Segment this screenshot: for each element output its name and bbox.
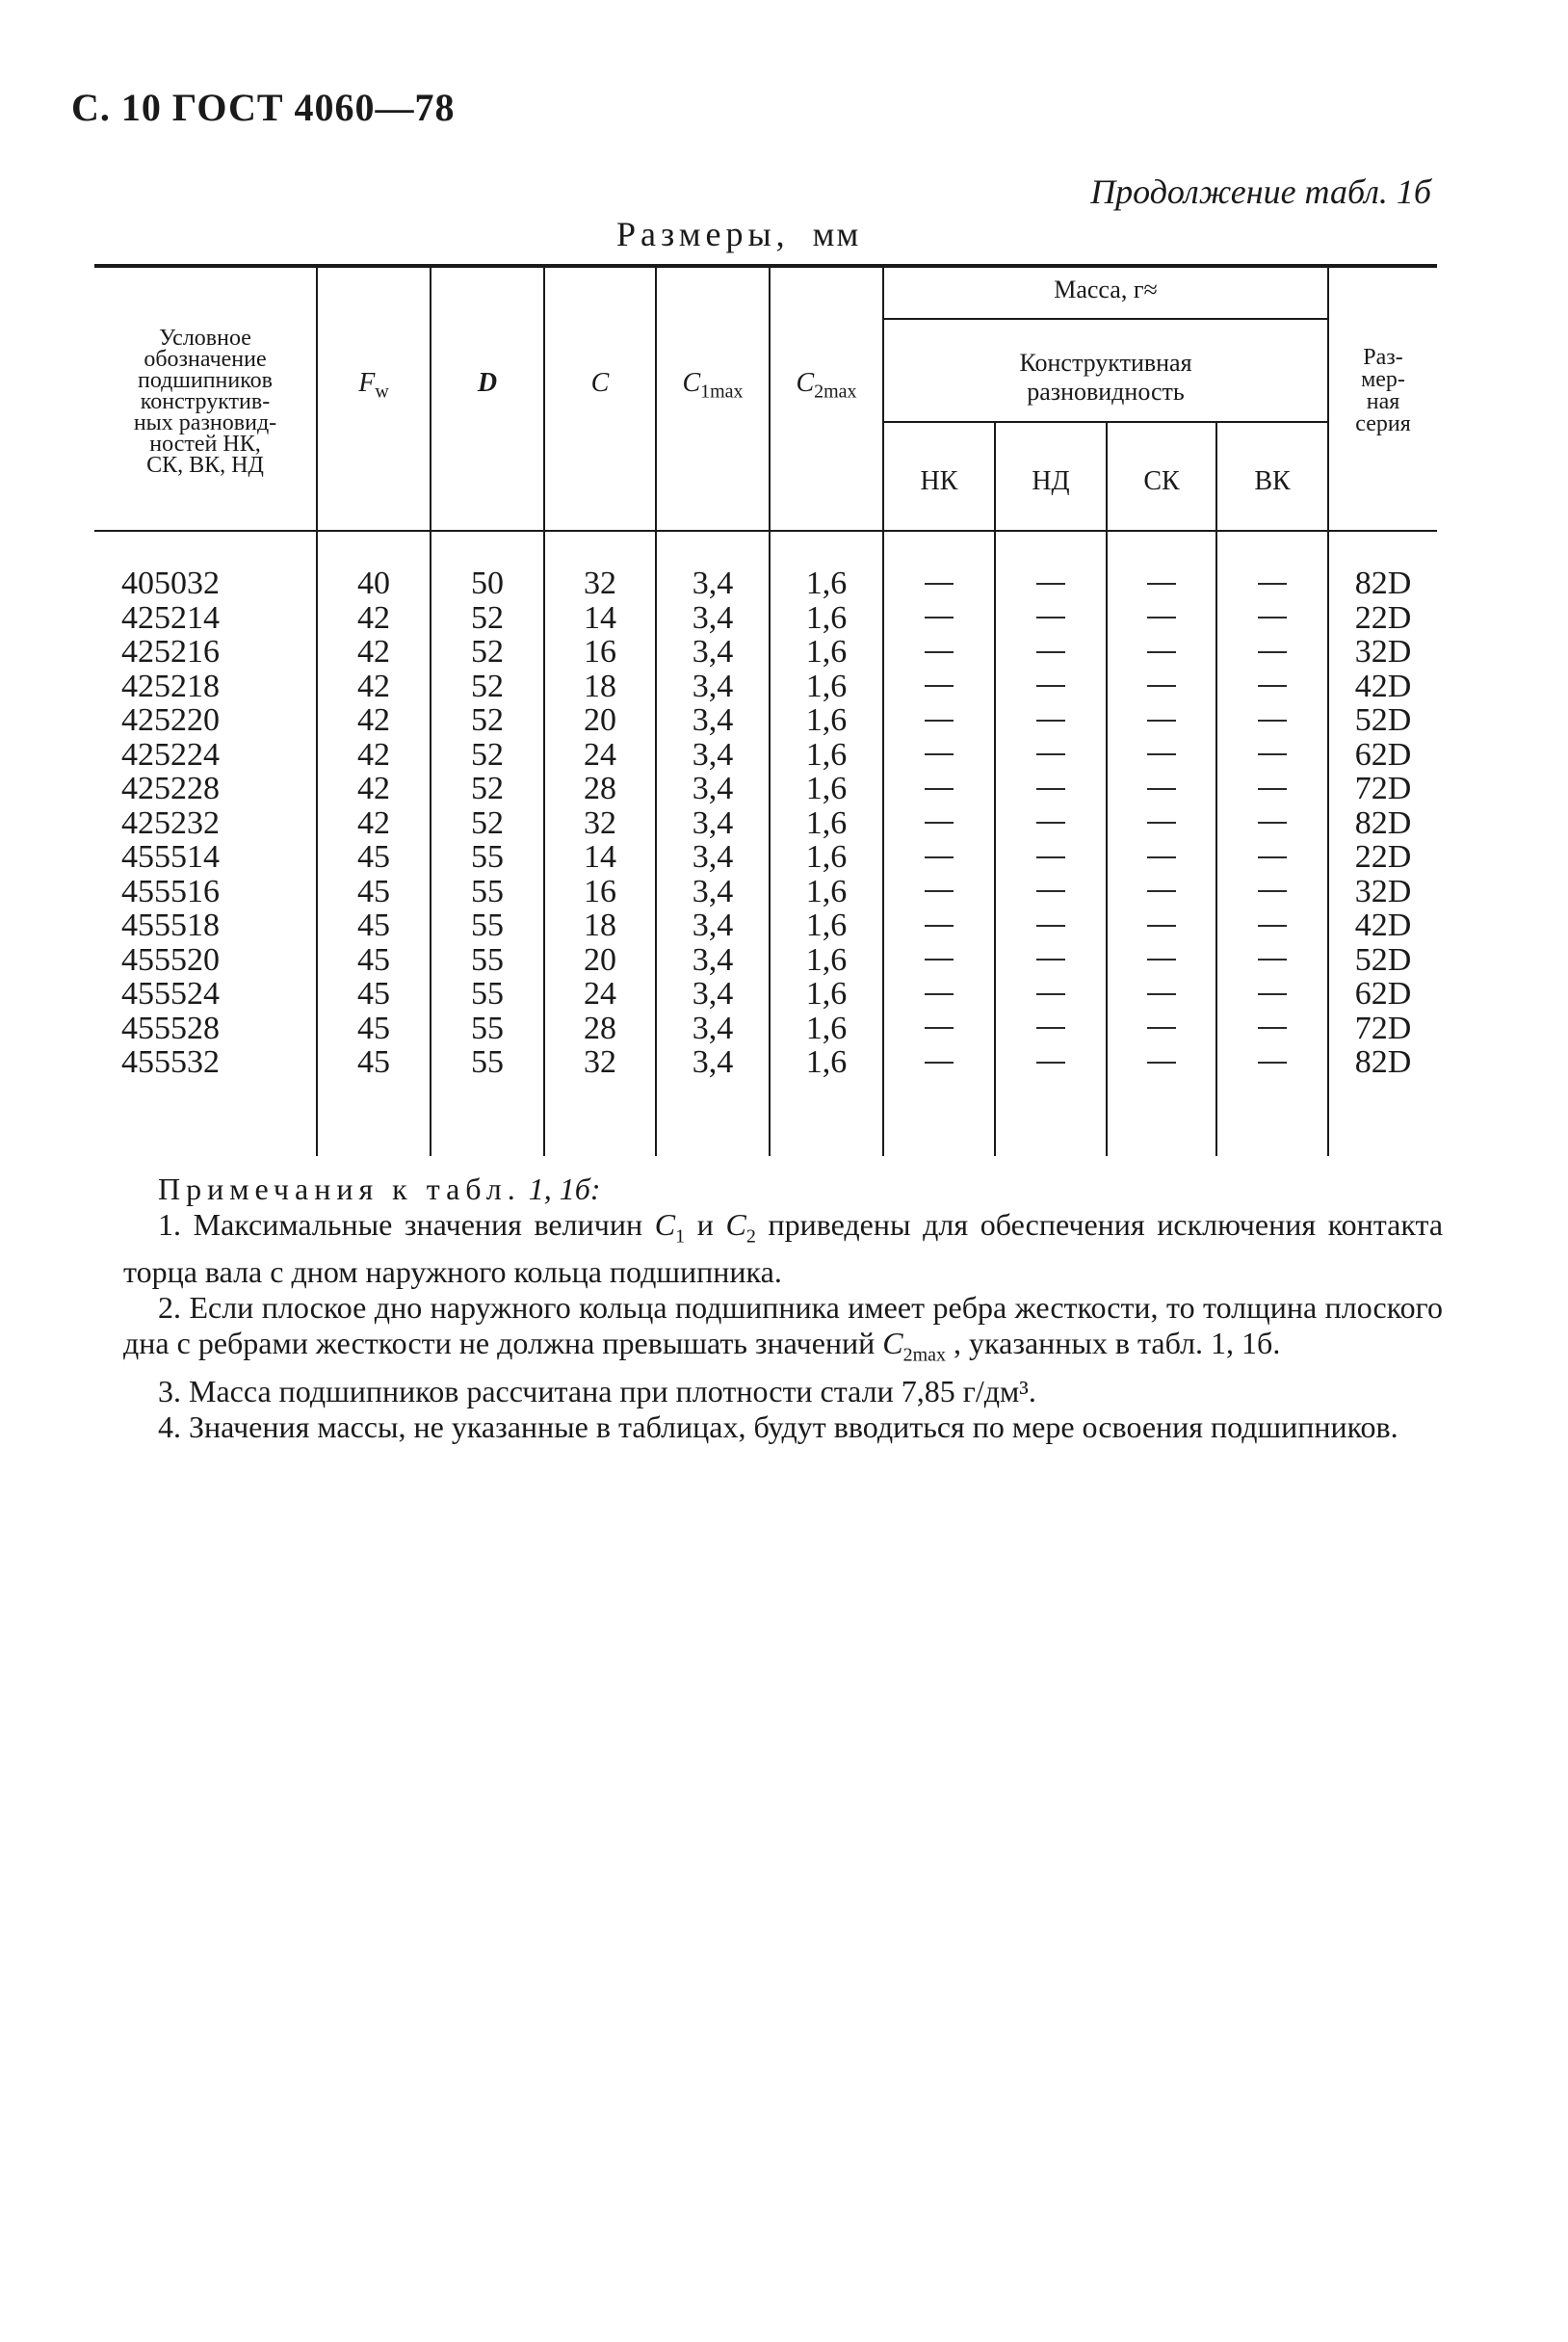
- cell-fw: 45: [357, 1044, 390, 1080]
- dash-mark: [925, 720, 954, 722]
- header-nd: НД: [1032, 466, 1070, 496]
- cell-c1: 3,4: [692, 1010, 734, 1046]
- cell-nk: [884, 908, 994, 943]
- cell-c: 28: [584, 771, 616, 806]
- cell-d: 52: [471, 599, 504, 636]
- cell-code: 455528: [121, 1010, 220, 1046]
- cell-nk: [884, 670, 994, 704]
- dash-mark: [1258, 1062, 1287, 1064]
- units-caption: [616, 214, 860, 254]
- cell-fw: 45: [357, 873, 390, 909]
- header-designation: Условное обозначение подшипников конструктив- ных разновид- ностей НК, СК, ВК, НД: [133, 326, 277, 478]
- cell-code: 455520: [121, 941, 220, 978]
- cell-nk: [884, 1045, 994, 1080]
- header-fw-sub: w: [375, 381, 389, 403]
- cell-c: 32: [584, 804, 616, 841]
- cell-c1: 3,4: [692, 566, 734, 601]
- dash-mark: [1258, 651, 1287, 653]
- cell-nk: [884, 806, 994, 841]
- cell-nd: [996, 670, 1106, 704]
- note-1-text-b: приведены для обеспечения исключения контакта торца вала с дном наружного кольца подшипника.: [123, 1207, 1444, 1290]
- units-label: Размеры,: [616, 215, 790, 253]
- cell-vk: [1217, 566, 1327, 601]
- cell-d: 55: [471, 1010, 504, 1046]
- cell-d: 52: [471, 702, 504, 738]
- dash-mark: [1258, 720, 1287, 722]
- cell-fw: 42: [357, 804, 390, 841]
- cell-c1: 3,4: [692, 839, 734, 875]
- cell-code: 425228: [121, 771, 220, 806]
- cell-fw: 42: [357, 736, 390, 773]
- cell-code: 425220: [121, 702, 220, 738]
- header-d: D: [477, 368, 498, 398]
- cell-series: 22D: [1354, 599, 1412, 636]
- cell-d: 52: [471, 771, 504, 806]
- dash-mark: [1036, 959, 1065, 960]
- cell-nd: [996, 772, 1106, 806]
- dash-mark: [925, 856, 954, 858]
- cell-nd: [996, 943, 1106, 978]
- cell-nd: [996, 840, 1106, 875]
- mass-group-rule: [882, 318, 1327, 320]
- dash-mark: [1036, 856, 1065, 858]
- cell-series: 52D: [1354, 702, 1412, 738]
- cell-vk: [1217, 772, 1327, 806]
- cell-c1: 3,4: [692, 736, 734, 773]
- cell-vk: [1217, 875, 1327, 909]
- dash-mark: [925, 617, 954, 618]
- cell-c: 16: [584, 634, 616, 670]
- page-header: С. 10 ГОСТ 4060—78: [71, 86, 456, 129]
- cell-c2: 1,6: [805, 634, 848, 670]
- cell-c: 24: [584, 976, 616, 1012]
- cell-series: 82D: [1354, 566, 1412, 601]
- cell-c1: 3,4: [692, 804, 734, 841]
- cell-d: 55: [471, 873, 504, 909]
- header-nk: НК: [920, 466, 958, 496]
- column-nd: [996, 566, 1106, 1080]
- dash-mark: [1036, 890, 1065, 892]
- cell-fw: 45: [357, 908, 390, 943]
- cell-c2: 1,6: [805, 941, 848, 978]
- note-2-sub: 2max: [902, 1344, 947, 1366]
- dash-mark: [1147, 890, 1176, 892]
- cell-nd: [996, 1012, 1106, 1046]
- cell-vk: [1217, 601, 1327, 636]
- dash-mark: [925, 822, 954, 824]
- cell-sk: [1108, 1012, 1215, 1046]
- column-designation: [121, 566, 314, 1080]
- cell-series: 82D: [1354, 1044, 1412, 1080]
- table-header-rule: [94, 530, 1437, 532]
- cell-fw: 45: [357, 976, 390, 1012]
- cell-fw: 45: [357, 941, 390, 978]
- cell-fw: 42: [357, 668, 390, 704]
- cell-sk: [1108, 635, 1215, 670]
- cell-sk: [1108, 943, 1215, 978]
- cell-c: 18: [584, 668, 616, 704]
- dash-mark: [925, 959, 954, 960]
- dash-mark: [1147, 1062, 1176, 1064]
- header-variant: Конструктивная разновидность: [1019, 349, 1192, 406]
- cell-c1: 3,4: [692, 976, 734, 1012]
- cell-vk: [1217, 738, 1327, 773]
- cell-nk: [884, 703, 994, 738]
- cell-fw: 42: [357, 702, 390, 738]
- dash-mark: [1258, 993, 1287, 995]
- cell-c: 14: [584, 599, 616, 636]
- dash-mark: [1147, 720, 1176, 722]
- header-c1max: [657, 370, 769, 402]
- cell-d: 55: [471, 976, 504, 1012]
- cell-sk: [1108, 875, 1215, 909]
- dash-mark: [925, 993, 954, 995]
- dash-mark: [925, 1027, 954, 1029]
- cell-c: 24: [584, 736, 616, 773]
- column-vk: [1217, 566, 1327, 1080]
- header-c1-symbol: C: [682, 368, 701, 398]
- cell-nd: [996, 977, 1106, 1012]
- note-1-symbol-c1: C: [654, 1207, 676, 1242]
- header-c: C: [590, 368, 610, 398]
- dash-mark: [1036, 1027, 1065, 1029]
- cell-nd: [996, 635, 1106, 670]
- cell-c: 16: [584, 873, 616, 909]
- dash-mark: [1258, 925, 1287, 927]
- note-1-sub-c2: 2: [745, 1225, 756, 1248]
- dash-mark: [925, 753, 954, 755]
- header-mass: Масса, г≈: [1054, 276, 1158, 303]
- dash-mark: [1147, 651, 1176, 653]
- cell-c: 32: [584, 566, 616, 601]
- cell-code: 455532: [121, 1044, 220, 1080]
- cell-c2: 1,6: [805, 736, 848, 773]
- dash-mark: [1147, 959, 1176, 960]
- cell-nd: [996, 875, 1106, 909]
- header-sk: СК: [1143, 466, 1180, 496]
- dash-mark: [925, 925, 954, 927]
- cell-nd: [996, 601, 1106, 636]
- cell-c2: 1,6: [805, 599, 848, 636]
- cell-c: 32: [584, 1044, 616, 1080]
- dash-mark: [1258, 788, 1287, 790]
- table-top-rule: [94, 264, 1437, 268]
- dash-mark: [925, 685, 954, 687]
- cell-nk: [884, 840, 994, 875]
- cell-nk: [884, 566, 994, 601]
- header-c2-symbol: C: [796, 368, 815, 398]
- dash-mark: [1147, 583, 1176, 585]
- column-nk: [884, 566, 994, 1080]
- dash-mark: [1036, 925, 1065, 927]
- cell-nd: [996, 703, 1106, 738]
- column-c1max: [657, 566, 769, 1080]
- cell-series: 42D: [1354, 908, 1412, 943]
- cell-sk: [1108, 840, 1215, 875]
- dash-mark: [1036, 788, 1065, 790]
- cell-c1: 3,4: [692, 1044, 734, 1080]
- notes-heading-label: Примечания к табл.: [158, 1171, 521, 1206]
- cell-sk: [1108, 601, 1215, 636]
- cell-series: 62D: [1354, 736, 1412, 773]
- cell-vk: [1217, 840, 1327, 875]
- cell-sk: [1108, 670, 1215, 704]
- cell-series: 72D: [1354, 1010, 1412, 1046]
- header-vk: ВК: [1254, 466, 1291, 496]
- cell-vk: [1217, 1012, 1327, 1046]
- cell-fw: 45: [357, 1010, 390, 1046]
- note-1-text-a: 1. Максимальные значения величин: [158, 1207, 655, 1242]
- cell-vk: [1217, 977, 1327, 1012]
- cell-nd: [996, 908, 1106, 943]
- dash-mark: [1258, 1027, 1287, 1029]
- cell-fw: 45: [357, 839, 390, 875]
- cell-sk: [1108, 908, 1215, 943]
- cell-c1: 3,4: [692, 771, 734, 806]
- cell-nd: [996, 738, 1106, 773]
- cell-fw: 42: [357, 634, 390, 670]
- note-1-symbol-c2: C: [725, 1207, 746, 1242]
- dash-mark: [1258, 856, 1287, 858]
- cell-code: 455516: [121, 873, 220, 909]
- column-d: [431, 566, 543, 1080]
- cell-series: 32D: [1354, 634, 1412, 670]
- dash-mark: [1147, 925, 1176, 927]
- cell-c: 20: [584, 941, 616, 978]
- cell-d: 50: [471, 566, 504, 601]
- dash-mark: [1258, 685, 1287, 687]
- cell-code: 425224: [121, 736, 220, 773]
- dash-mark: [1036, 1062, 1065, 1064]
- dash-mark: [1036, 583, 1065, 585]
- cell-c2: 1,6: [805, 873, 848, 909]
- cell-code: 455514: [121, 839, 220, 875]
- cell-vk: [1217, 635, 1327, 670]
- note-3: 3. Масса подшипников рассчитана при плотности стали 7,85 г/дм³.: [158, 1373, 1036, 1408]
- notes-block: [123, 1171, 1443, 1445]
- note-2-text-b: , указанных в табл. 1, 1б.: [946, 1326, 1281, 1361]
- cell-series: 62D: [1354, 976, 1412, 1012]
- cell-series: 72D: [1354, 771, 1412, 806]
- dash-mark: [1258, 583, 1287, 585]
- cell-fw: 40: [357, 566, 390, 601]
- cell-d: 55: [471, 839, 504, 875]
- dash-mark: [1147, 1027, 1176, 1029]
- cell-c2: 1,6: [805, 1044, 848, 1080]
- cell-vk: [1217, 1045, 1327, 1080]
- cell-nd: [996, 806, 1106, 841]
- column-c2max: [771, 566, 882, 1080]
- dash-mark: [925, 1062, 954, 1064]
- cell-c2: 1,6: [805, 976, 848, 1012]
- dash-mark: [925, 583, 954, 585]
- cell-sk: [1108, 703, 1215, 738]
- header-c2-sub: 2max: [814, 381, 857, 403]
- cell-c1: 3,4: [692, 873, 734, 909]
- dash-mark: [1258, 753, 1287, 755]
- cell-code: 405032: [121, 566, 220, 601]
- dash-mark: [1147, 822, 1176, 824]
- note-1-sub-c1: 1: [675, 1225, 686, 1248]
- dash-mark: [1147, 617, 1176, 618]
- dash-mark: [1147, 753, 1176, 755]
- cell-d: 52: [471, 634, 504, 670]
- cell-d: 52: [471, 736, 504, 773]
- cell-d: 52: [471, 804, 504, 841]
- header-fw-symbol: F: [358, 368, 376, 398]
- cell-sk: [1108, 738, 1215, 773]
- cell-nk: [884, 635, 994, 670]
- cell-vk: [1217, 806, 1327, 841]
- cell-c2: 1,6: [805, 702, 848, 738]
- notes-heading-ref: 1, 1б:: [528, 1171, 601, 1206]
- cell-nd: [996, 1045, 1106, 1080]
- cell-d: 55: [471, 908, 504, 943]
- dash-mark: [1258, 959, 1287, 960]
- cell-c1: 3,4: [692, 634, 734, 670]
- dash-mark: [1147, 685, 1176, 687]
- column-sk: [1108, 566, 1215, 1080]
- cell-c: 20: [584, 702, 616, 738]
- cell-d: 55: [471, 1044, 504, 1080]
- cell-vk: [1217, 943, 1327, 978]
- column-c: [545, 566, 655, 1080]
- note-2: [123, 1290, 1443, 1373]
- note-4: 4. Значения массы, не указанные в таблицах, будут вводиться по мере освоения подшипников.: [158, 1408, 1398, 1444]
- cell-c: 28: [584, 1010, 616, 1046]
- cell-c1: 3,4: [692, 702, 734, 738]
- cell-nd: [996, 566, 1106, 601]
- dash-mark: [1036, 993, 1065, 995]
- dash-mark: [1036, 617, 1065, 618]
- cell-code: 425218: [121, 668, 220, 704]
- dash-mark: [1258, 617, 1287, 618]
- cell-code: 425232: [121, 804, 220, 841]
- cell-nk: [884, 943, 994, 978]
- dash-mark: [1147, 856, 1176, 858]
- cell-code: 455518: [121, 908, 220, 943]
- cell-d: 52: [471, 668, 504, 704]
- cell-c1: 3,4: [692, 599, 734, 636]
- cell-c: 18: [584, 908, 616, 943]
- cell-c2: 1,6: [805, 839, 848, 875]
- cell-c1: 3,4: [692, 908, 734, 943]
- cell-c1: 3,4: [692, 941, 734, 978]
- header-series: Раз- мер- ная серия: [1355, 345, 1411, 436]
- table-continuation-label: Продолжение табл. 1б: [1090, 172, 1431, 211]
- cell-c2: 1,6: [805, 566, 848, 601]
- dash-mark: [1258, 890, 1287, 892]
- dash-mark: [925, 890, 954, 892]
- cell-nk: [884, 1012, 994, 1046]
- dash-mark: [1036, 753, 1065, 755]
- cell-nk: [884, 738, 994, 773]
- cell-c2: 1,6: [805, 804, 848, 841]
- header-fw: [318, 370, 430, 402]
- dash-mark: [925, 788, 954, 790]
- cell-c2: 1,6: [805, 668, 848, 704]
- cell-code: 425216: [121, 634, 220, 670]
- units-value: мм: [812, 215, 861, 253]
- dash-mark: [1147, 993, 1176, 995]
- cell-sk: [1108, 566, 1215, 601]
- column-series: [1329, 566, 1437, 1080]
- dash-mark: [1258, 822, 1287, 824]
- cell-series: 32D: [1354, 873, 1412, 909]
- cell-nk: [884, 601, 994, 636]
- dash-mark: [1036, 651, 1065, 653]
- dash-mark: [1036, 822, 1065, 824]
- note-1-text-mid: и: [685, 1207, 726, 1242]
- cell-sk: [1108, 977, 1215, 1012]
- cell-c2: 1,6: [805, 1010, 848, 1046]
- cell-series: 52D: [1354, 941, 1412, 978]
- cell-series: 82D: [1354, 804, 1412, 841]
- note-2-text-a: 2. Если плоское дно наружного кольца подшипника имеет ребра жесткости, то толщина плоского дна с ребрами жесткости не должна превышать значений: [123, 1290, 1443, 1361]
- cell-code: 425214: [121, 599, 220, 636]
- cell-sk: [1108, 806, 1215, 841]
- dash-mark: [1147, 788, 1176, 790]
- cell-nk: [884, 772, 994, 806]
- cell-c: 14: [584, 839, 616, 875]
- header-c1-sub: 1max: [700, 381, 744, 403]
- note-1: [123, 1207, 1443, 1290]
- cell-c2: 1,6: [805, 908, 848, 943]
- variant-group-rule: [882, 421, 1327, 423]
- cell-c1: 3,4: [692, 668, 734, 704]
- cell-series: 22D: [1354, 839, 1412, 875]
- cell-code: 455524: [121, 976, 220, 1012]
- cell-nk: [884, 977, 994, 1012]
- notes-heading: [123, 1171, 1443, 1207]
- cell-vk: [1217, 670, 1327, 704]
- cell-sk: [1108, 1045, 1215, 1080]
- cell-fw: 42: [357, 599, 390, 636]
- dash-mark: [1036, 685, 1065, 687]
- cell-vk: [1217, 703, 1327, 738]
- cell-nk: [884, 875, 994, 909]
- cell-d: 55: [471, 941, 504, 978]
- cell-series: 42D: [1354, 668, 1412, 704]
- cell-fw: 42: [357, 771, 390, 806]
- column-fw: [318, 566, 430, 1080]
- cell-c2: 1,6: [805, 771, 848, 806]
- cell-vk: [1217, 908, 1327, 943]
- header-c2max: [771, 370, 882, 402]
- cell-sk: [1108, 772, 1215, 806]
- dash-mark: [925, 651, 954, 653]
- dash-mark: [1036, 720, 1065, 722]
- note-2-symbol: C: [882, 1326, 903, 1361]
